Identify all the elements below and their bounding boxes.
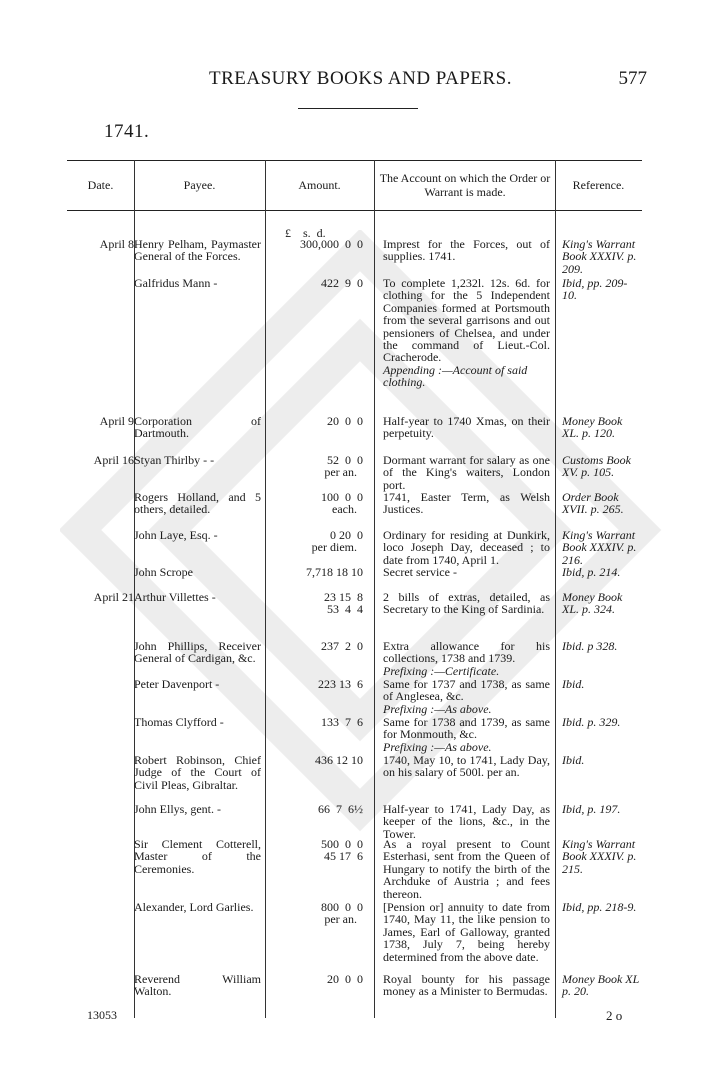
row-amount: 300,000 0 0 [300, 237, 363, 251]
row-amount: 52 0 0 [327, 453, 363, 467]
row-reference: King's Warrant Book XXXIV. p. 209. [562, 237, 637, 276]
row-amount: 20 0 0 [327, 414, 363, 428]
row-amount-note: each. [332, 502, 357, 516]
row-account: Same for 1737 and 1738, as same of Anglesea, &c. Prefixing :—As above. [383, 677, 550, 716]
row-account-note: Prefixing :—Certificate. [383, 663, 500, 678]
row-amount-note: per diem. [311, 540, 357, 554]
row-reference: Ibid, pp. 218-9. [562, 900, 637, 914]
row-account: Same for 1738 and 1739, as same for Monmouth, &c. Prefixing :—As above. [383, 715, 550, 754]
row-amount: 223 13 6 [318, 677, 363, 691]
row-amount: 500 0 0 45 17 6 [321, 837, 363, 864]
column-header-date: Date. [87, 178, 114, 192]
row-payee: John Laye, Esq. - [134, 528, 218, 542]
row-date: April 9 [99, 414, 134, 428]
row-amount-note: per an. [324, 465, 357, 479]
running-title: TREASURY BOOKS AND PAPERS. [208, 68, 512, 89]
row-amount: 422 9 0 [321, 276, 363, 290]
column-header-reference: Reference. [572, 178, 625, 192]
row-payee: Henry Pelham, Paymaster General of the Forces. [134, 237, 261, 264]
row-payee: Thomas Clyfford - [134, 715, 224, 729]
row-payee: Arthur Villettes - [134, 590, 216, 604]
row-amount: 800 0 0 [321, 900, 363, 914]
row-account: 1740, May 10, to 1741, Lady Day, on his salary of 500l. per an. [383, 753, 550, 780]
row-amount: 66 7 6½ [318, 802, 363, 816]
row-reference: Order Book XVII. p. 265. [562, 490, 624, 517]
row-account: To complete 1,232l. 12s. 6d. for clothing for the 5 Independent Companies formed at Portsmouth from the several garrisons and out pensioners of Chelsea, and under the command of Lieut.-Col. Cracherode. Appending :—Account of said clothing. [383, 276, 550, 390]
column-divider [374, 160, 375, 1018]
row-date: April 8 [99, 237, 134, 251]
row-reference: Money Book XL. p. 120. [562, 414, 623, 441]
row-payee: John Scrope [134, 565, 193, 579]
row-account: 1741, Easter Term, as Welsh Justices. [383, 490, 550, 517]
row-amount: 20 0 0 [327, 972, 363, 986]
row-reference: Customs Book XV. p. 105. [562, 453, 631, 480]
row-account-note: Prefixing :—As above. [383, 739, 492, 754]
row-reference: King's Warrant Book XXXIV. p. 216. [562, 528, 637, 567]
row-reference: Ibid, p. 197. [562, 802, 621, 816]
column-header-amount: Amount. [298, 178, 341, 192]
row-payee: Styan Thirlby - - [134, 453, 215, 467]
row-payee: John Phillips, Receiver General of Cardigan, &c. [134, 639, 261, 666]
row-payee: Corporation of Dartmouth. [134, 414, 261, 441]
footer-signature-mark: 2 o [606, 1008, 623, 1023]
row-reference: Ibid, p. 214. [562, 565, 621, 579]
year-heading: 1741. [104, 121, 150, 142]
currency-heading: £ s. d. [285, 226, 326, 240]
column-divider [555, 160, 556, 1018]
row-account: Dormant warrant for salary as one of the King's waiters, London port. [383, 453, 550, 492]
row-reference: Ibid. [562, 677, 585, 691]
row-reference: Ibid. [562, 753, 585, 767]
row-payee: Sir Clement Cotterell, Master of the Ceremonies. [134, 837, 261, 876]
row-payee: Peter Davenport - [134, 677, 220, 691]
row-account: [Pension or] annuity to date from 1740, May 11, the like pension to James, Earl of Galloway, granted 1738, July 7, being hereby determined from the above date. [383, 900, 550, 964]
row-account-note: Appending :—Account of said clothing. [383, 362, 528, 390]
row-amount-note: per an. [324, 912, 357, 926]
column-header-account: The Account on which the Order or Warrant is made. [379, 171, 551, 199]
row-account: Imprest for the Forces, out of supplies. 1741. [383, 237, 550, 264]
row-payee: Alexander, Lord Garlies. [134, 900, 254, 914]
row-reference: Ibid. p. 329. [562, 715, 621, 729]
row-account: As a royal present to Count Esterhasi, sent from the Queen of Hungary to notify the birth of the Archduke of Austria ; and fees thereon. [383, 837, 550, 901]
row-account: Secret service - [383, 565, 457, 579]
row-amount: 436 12 10 [315, 753, 363, 767]
row-payee: Robert Robinson, Chief Judge of the Court of Civil Pleas, Gibraltar. [134, 753, 261, 792]
row-amount: 0 20 0 [330, 528, 363, 542]
header-rule [298, 108, 418, 109]
row-payee: John Ellys, gent. - [134, 802, 221, 816]
row-account: Ordinary for residing at Dunkirk, loco Joseph Day, deceased ; to date from 1740, April 1. [383, 528, 550, 567]
page-number: 577 [618, 68, 647, 89]
row-amount: 7,718 18 10 [306, 565, 363, 579]
running-head [0, 68, 721, 90]
row-amount: 237 2 0 [321, 639, 363, 653]
row-account: Extra allowance for his collections, 1738 and 1739. Prefixing :—Certificate. [383, 639, 550, 678]
row-payee: Reverend William Walton. [134, 972, 261, 999]
row-account: Half-year to 1740 Xmas, on their perpetuity. [383, 414, 550, 441]
column-header-payee: Payee. [183, 178, 216, 192]
row-reference: King's Warrant Book XXXIV. p. 215. [562, 837, 637, 876]
row-reference: Ibid. p 328. [562, 639, 618, 653]
row-reference: Ibid, pp. 209-10. [562, 276, 628, 303]
row-amount: 133 7 6 [321, 715, 363, 729]
row-account: Royal bounty for his passage money as a Minister to Bermudas. [383, 972, 550, 999]
row-reference: Money Book XL. p. 324. [562, 590, 623, 617]
row-account-note: Prefixing :—As above. [383, 701, 492, 716]
row-payee: Rogers Holland, and 5 others, detailed. [134, 490, 261, 517]
row-payee: Galfridus Mann - [134, 276, 218, 290]
row-date: April 16 [93, 453, 134, 467]
payments-table [67, 160, 642, 1018]
row-account: 2 bills of extras, detailed, as Secretary to the King of Sardinia. [383, 590, 550, 617]
row-amount: 100 0 0 [321, 490, 363, 504]
row-account: Half-year to 1741, Lady Day, as keeper of the lions, &c., in the Tower. [383, 802, 550, 841]
footer-signature: 13053 [87, 1008, 117, 1022]
row-reference: Money Book XL p. 20. [562, 972, 640, 999]
row-amount: 23 15 8 53 4 4 [324, 590, 363, 617]
row-date: April 21 [93, 590, 134, 604]
